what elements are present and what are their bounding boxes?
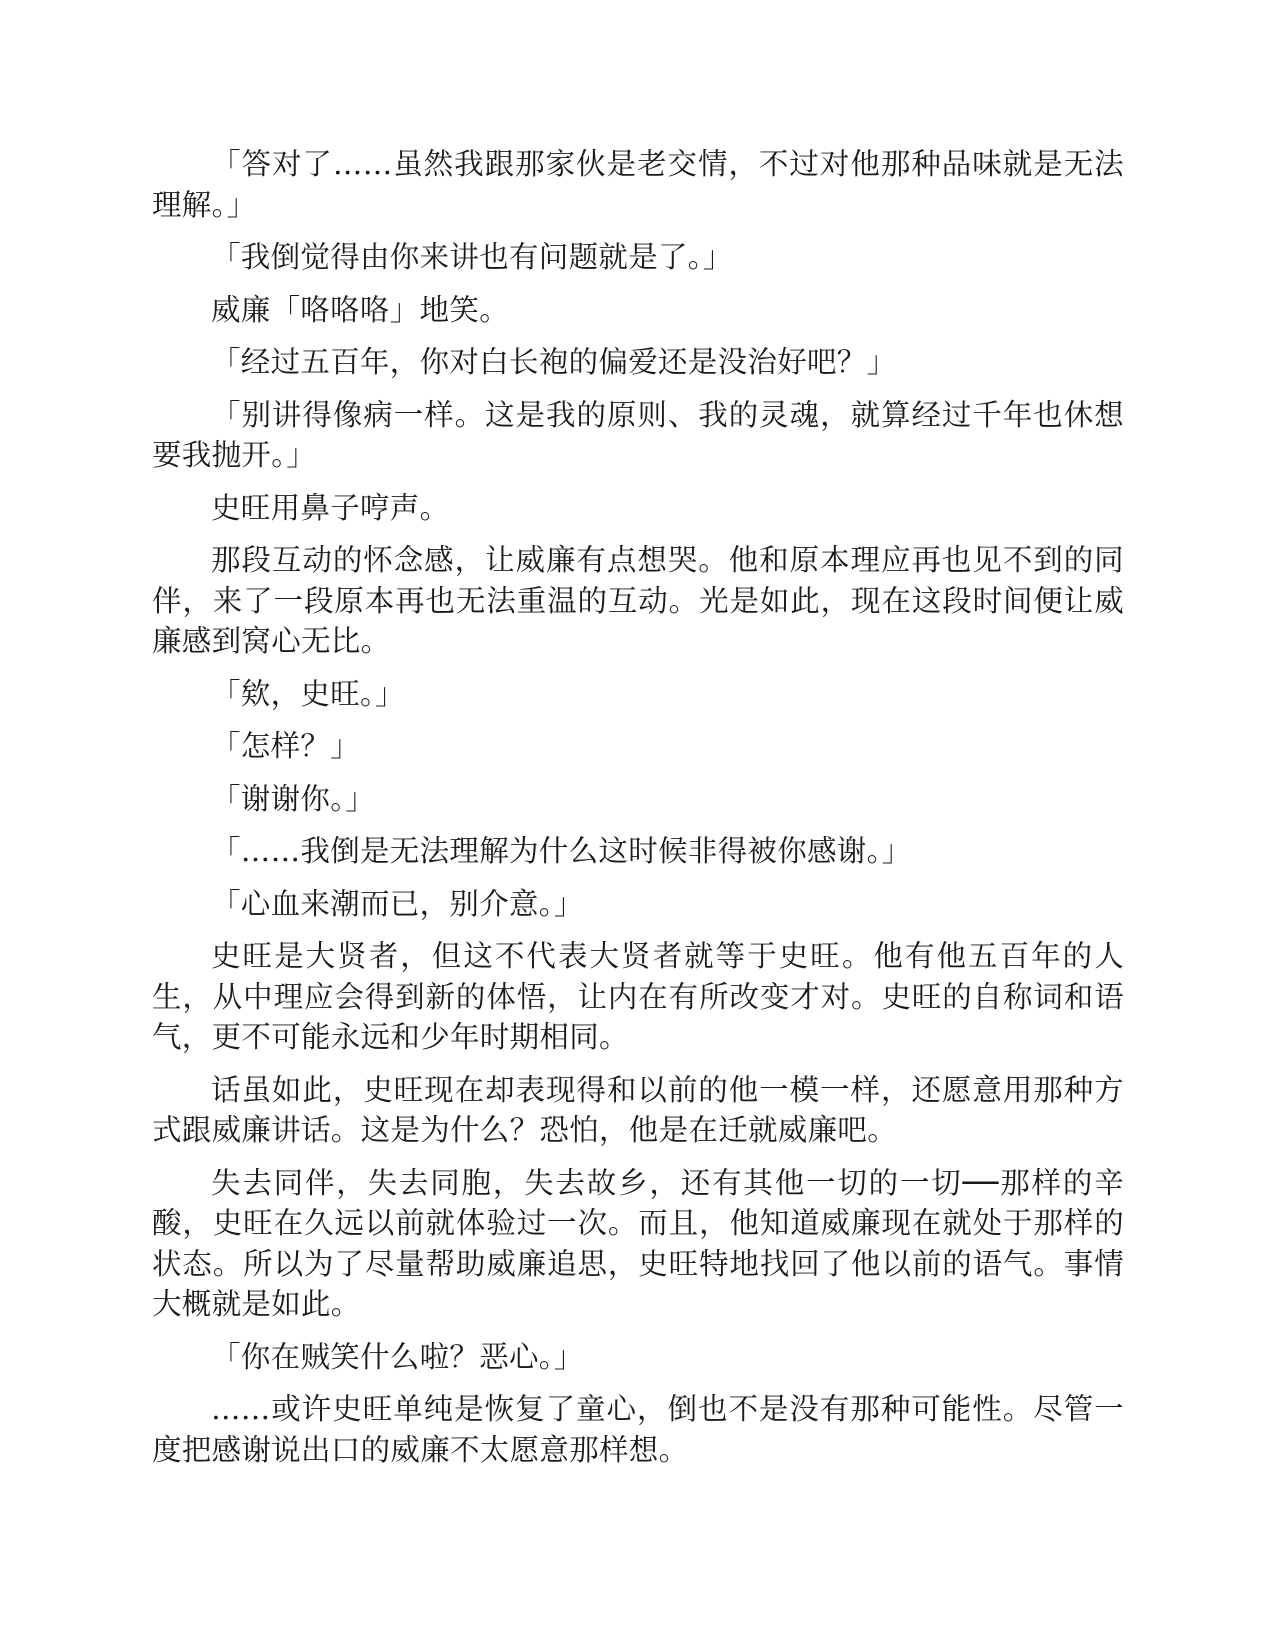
paragraph-4: 「经过五百年，你对白长袍的偏爱还是没治好吧？」	[211, 345, 897, 379]
body-text	[152, 144, 1124, 1482]
paragraph-5: 「别讲得像病一样。这是我的原则、我的灵魂，就算经过千年也休想要我抛开。」	[152, 397, 1124, 472]
paragraph-13: 史旺是大贤者，但这不代表大贤者就等于史旺。他有他五百年的人生，从中理应会得到新的体悟，让内在有所改变才对。史旺的自称词和语气，更不可能永远和少年时期相同。	[152, 939, 1124, 1054]
paragraph-2: 「我倒觉得由你来讲也有问题就是了。」	[211, 240, 733, 274]
paragraph-10: 「谢谢你。」	[211, 781, 376, 816]
paragraph-8: 「欸，史旺。」	[211, 676, 405, 711]
paragraph-15: 失去同伴，失去同胞，失去故乡，还有其他一切的一切──那样的辛酸，史旺在久远以前就体验过一次。而且，他知道威廉现在就处于那样的状态。所以为了尽量帮助威廉追思，史旺特地找回了他以前的语气。事情大概就是如此。	[152, 1165, 1124, 1321]
paragraph-17: ……或许史旺单纯是恢复了童心，倒也不是没有那种可能性。尽管一度把感谢说出口的威廉不太愿意那样想。	[152, 1392, 1124, 1467]
paragraph-6: 史旺用鼻子哼声。	[211, 490, 450, 525]
paragraph-12: 「心血来潮而已，别介意。」	[211, 886, 584, 921]
paragraph-9: 「怎样？」	[211, 729, 361, 763]
paragraph-7: 那段互动的怀念感，让威廉有点想哭。他和原本理应再也见不到的同伴，来了一段原本再也无法重温的互动。光是如此，现在这段时间便让威廉感到窝心无比。	[152, 543, 1124, 658]
paragraph-3: 威廉「咯咯咯」地笑。	[211, 292, 510, 327]
paragraph-14: 话虽如此，史旺现在却表现得和以前的他一模一样，还愿意用那种方式跟威廉讲话。这是为什么？恐怕，他是在迁就威廉吧。	[152, 1072, 1124, 1147]
paragraph-1: 「答对了……虽然我跟那家伙是老交情，不过对他那种品味就是无法理解。」	[152, 147, 1124, 222]
paragraph-11: 「……我倒是无法理解为什么这时候非得被你感谢。」	[211, 834, 912, 868]
paragraph-16: 「你在贼笑什么啦？恶心。」	[211, 1339, 584, 1374]
